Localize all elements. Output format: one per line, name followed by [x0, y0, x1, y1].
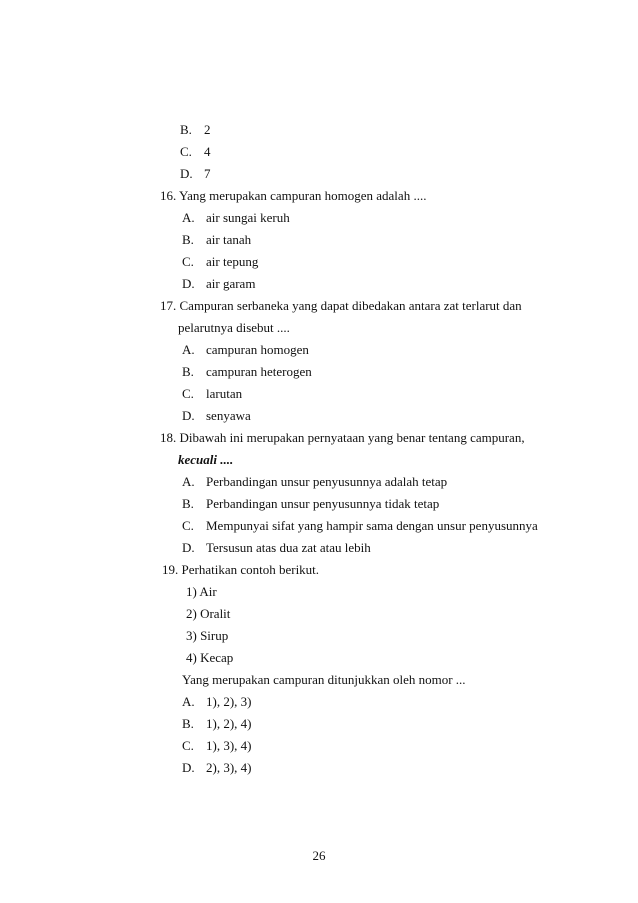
q16-option-d: D. air garam [182, 276, 256, 291]
q18-option-b: B. Perbandingan unsur penyusunnya tidak tetap [182, 496, 440, 511]
q17-option-a: A. campuran homogen [182, 342, 309, 357]
option-d-prev: D. 7 [180, 166, 211, 181]
q19-option-d: D. 2), 3), 4) [182, 760, 252, 775]
q19-option-b: B. 1), 2), 4) [182, 716, 252, 731]
q19-option-c: C. 1), 3), 4) [182, 738, 252, 753]
q19-prompt: Yang merupakan campuran ditunjukkan oleh nomor ... [182, 672, 466, 687]
q19-item-2: 2) Oralit [186, 606, 231, 621]
question-18-exception: kecuali .... [178, 452, 234, 467]
q17-option-d: D. senyawa [182, 408, 251, 423]
question-17-continued: pelarutnya disebut .... [178, 320, 290, 335]
question-18 [160, 430, 525, 446]
option-b-prev: B. 2 [180, 122, 211, 137]
option-c-prev: C. 4 [180, 144, 211, 159]
question-16 [160, 188, 426, 204]
question-number: 17. [160, 298, 177, 313]
q18-option-d: D. Tersusun atas dua zat atau lebih [182, 540, 371, 555]
question-number: 18. [160, 430, 177, 445]
question-text: Yang merupakan campuran homogen adalah .... [179, 188, 427, 203]
q19-item-3: 3) Sirup [186, 628, 229, 643]
q19-option-a: A. 1), 2), 3) [182, 694, 252, 709]
question-19 [162, 562, 319, 578]
q16-option-a: A. air sungai keruh [182, 210, 290, 225]
question-text: Dibawah ini merupakan pernyataan yang benar tentang campuran, [179, 430, 525, 445]
question-number: 19. [162, 562, 179, 577]
q18-option-c: C. Mempunyai sifat yang hampir sama dengan unsur penyusunnya [182, 518, 538, 533]
q19-item-4: 4) Kecap [186, 650, 234, 665]
page-number: 26 [312, 848, 326, 863]
q16-option-c: C. air tepung [182, 254, 259, 269]
question-text: Campuran serbaneka yang dapat dibedakan antara zat terlarut dan [179, 298, 522, 313]
question-number: 16. [160, 188, 177, 203]
q18-option-a: A. Perbandingan unsur penyusunnya adalah tetap [182, 474, 448, 489]
q17-option-b: B. campuran heterogen [182, 364, 312, 379]
q19-item-1: 1) Air [186, 584, 217, 599]
question-text: Perhatikan contoh berikut. [181, 562, 320, 577]
question-17 [160, 298, 522, 314]
q16-option-b: B. air tanah [182, 232, 252, 247]
q17-option-c: C. larutan [182, 386, 243, 401]
